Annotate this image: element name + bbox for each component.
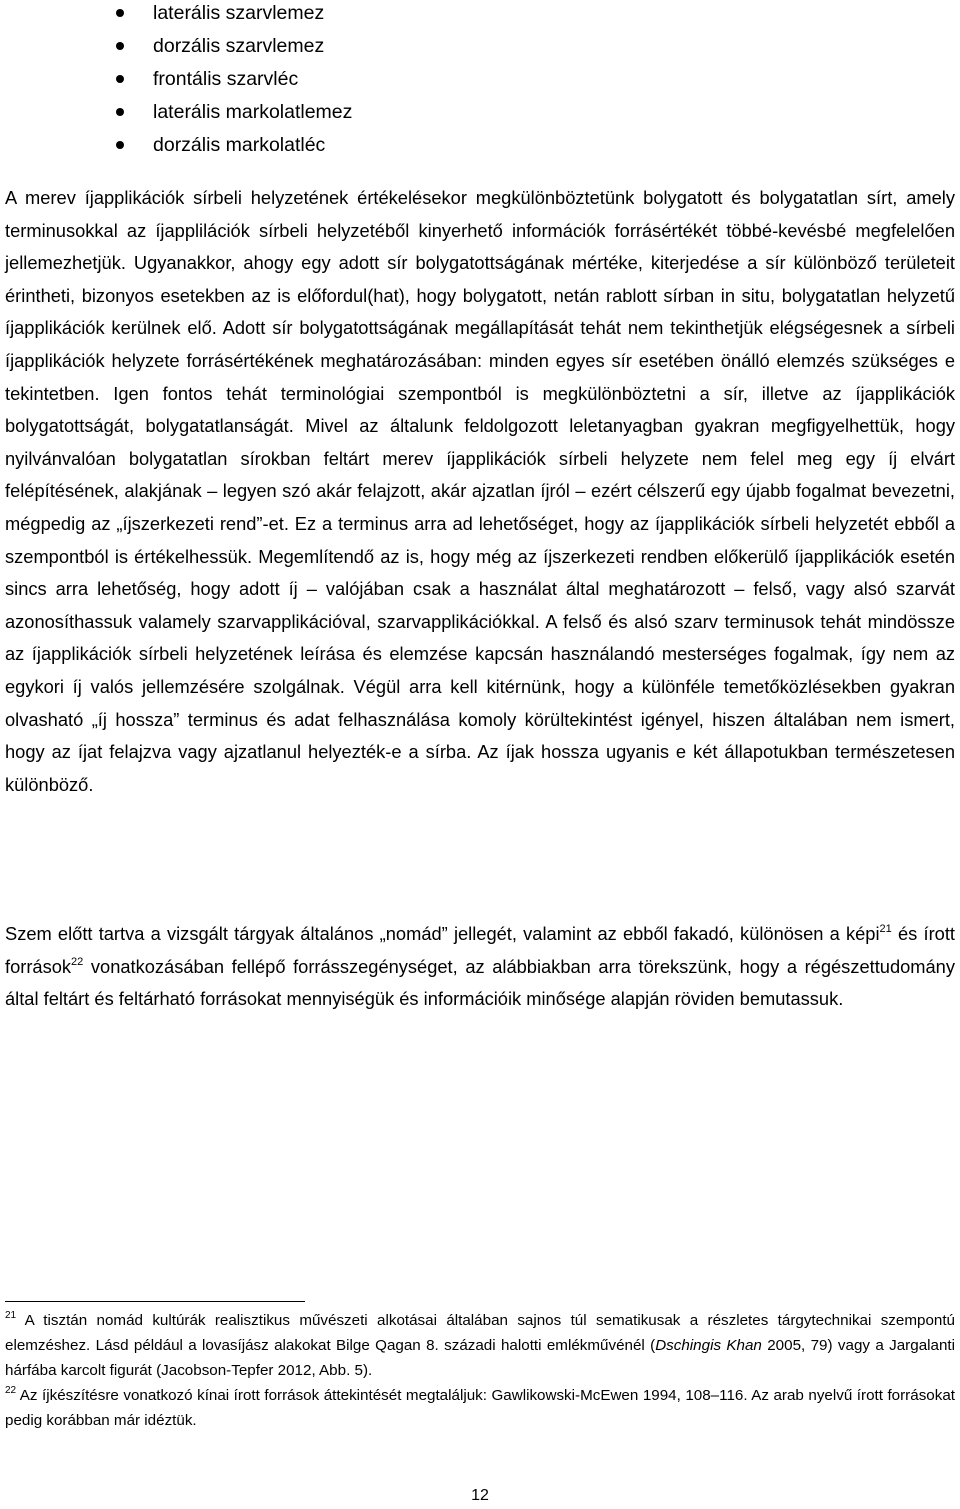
bullet-list [0,0,960,165]
list-item: laterális szarvlemez [0,0,960,33]
body-paragraph-terminology: A merev íjapplikációk sírbeli helyzetének értékelésekor megkülönböztetünk bolygatott és bolygatatlan sírt, amely terminusokkal az íjapplilációk sírbeli helyzetéből kinyerhető információk forrásértékét többé-kevésbé megfelelően jellemezhetjük. Ugyanakkor, ahogy egy adott sír bolygatottságának mértéke, kiterjedése a sír különböző területeit érintheti, bizonyos esetekben az is előfordul(hat), hogy bolygatott, netán rablott sírban in situ, bolygatatlan helyzetű íjapplikációk kerülnek elő. Adott sír bolygatottságának megállapítását tehát nem tekinthetjük elégségesnek a sírbeli íjapplikációk helyzete forrásértékének meghatározásában: minden egyes sír esetében önálló elemzés szükséges e tekintetben. Igen fontos tehát terminológiai szempontból is megkülönböztetni a sír, illetve az íjapplikációk bolygatottságát, bolygatatlanságát. Mivel az általunk feldolgozott leletanyagban gyakran megfigyelhettük, hogy nyilvánvalóan bolygatatlan sírokban feltárt merev íjapplikációk sírbeli helyzete nem felel meg egy íj elvárt felépítésének, alakjának – legyen szó akár felajzott, akár ajzatlan íjról – ezért célszerű egy újabb fogalmat bevezetni, mégpedig az „íjszerkezeti rend”-et. Ez a terminus arra ad lehetőséget, hogy az íjapplikációk sírbeli helyzetét ebből a szempontból is értékelhessük. Megemlítendő az is, hogy még az íjszerkezeti rendben előkerülő íjapplikációk esetén sincs arra lehetőség, hogy adott íj – valójában csak a használat által meghatározott – felső, vagy alsó szarvát azonosíthassuk valamely szarvapplikációval, szarvapplikációkkal. A felső és alsó szarv terminusok tehát mindössze az íjapplikációk sírbeli helyzetének leírása és elemzése kapcsán használandó mesterséges fogalmak, így nem az egykori íj valós jellemzésére szolgálnak. Végül arra kell kitérnünk, hogy a különféle temetőközlésekben gyakran olvasható „íj hossza” terminus és adat felhasználása komoly körültekintést igényel, hiszen általában nem ismert, hogy az íjat felajzva vagy ajzatlanul helyezték-e a sírba. Az íjak hossza ugyanis e két állapotukban természetesen különböző. [5,187,955,795]
body-paragraph-sources: Szem előtt tartva a vizsgált tárgyak általános „nomád” jellegét, valamint az ebből fakadó, különösen a képi$^{21}$ és írott források$^{22}$ vonatkozásában fellépő forrásszegénységet, az alábbiakban arra törekszünk, hogy a régészettudomány által feltárt és feltárható forrásokat mennyiségük és információik minősége alapján röviden bemutassuk. [5,923,955,1010]
page-number: 12 [471,1487,489,1504]
footnote-ref-21[interactable]: 21 [879,923,892,935]
bullet-icon [116,108,124,116]
list-item: laterális markolatlemez [0,99,960,132]
footnote-22: $^{22}$ Az íjkészítésre vonatkozó kínai írott források áttekintését megtaláljuk: Gawlikowski-McEwen 1994, 108–116. Az arab nyelvű írott forrásokat pedig korábban már idéztük. [5,1385,955,1429]
list-item: dorzális markolatléc [0,132,960,165]
list-item: dorzális szarvlemez [0,33,960,66]
footnote-mark: 21 [5,1310,17,1321]
bullet-icon [116,9,124,17]
bullet-icon [116,42,124,50]
list-item: frontális szarvléc [0,66,960,99]
footnote-separator [5,1301,305,1302]
footnote-mark: 22 [5,1385,17,1396]
footnotes [5,1308,955,1433]
italic-title: Dschingis Khan [655,1337,762,1354]
bullet-icon [116,141,124,149]
footnote-ref-22[interactable]: 22 [71,955,84,968]
bullet-icon [116,75,124,83]
footnote-21: $^{21}$ A tisztán nomád kultúrák realisztikus művészeti alkotásai általában sajnos túl sematikusak a részletes tárgytechnikai szempontú elemzéshez. Lásd például a lovasíjász alakokat Bilge Qagan 8. századi halotti emlékművénél (Dschingis Khan 2005, 79) vagy a Jargalanti hárfába karcolt figurát (Jacobson-Tepfer 2012, Abb. 5). [5,1310,955,1379]
